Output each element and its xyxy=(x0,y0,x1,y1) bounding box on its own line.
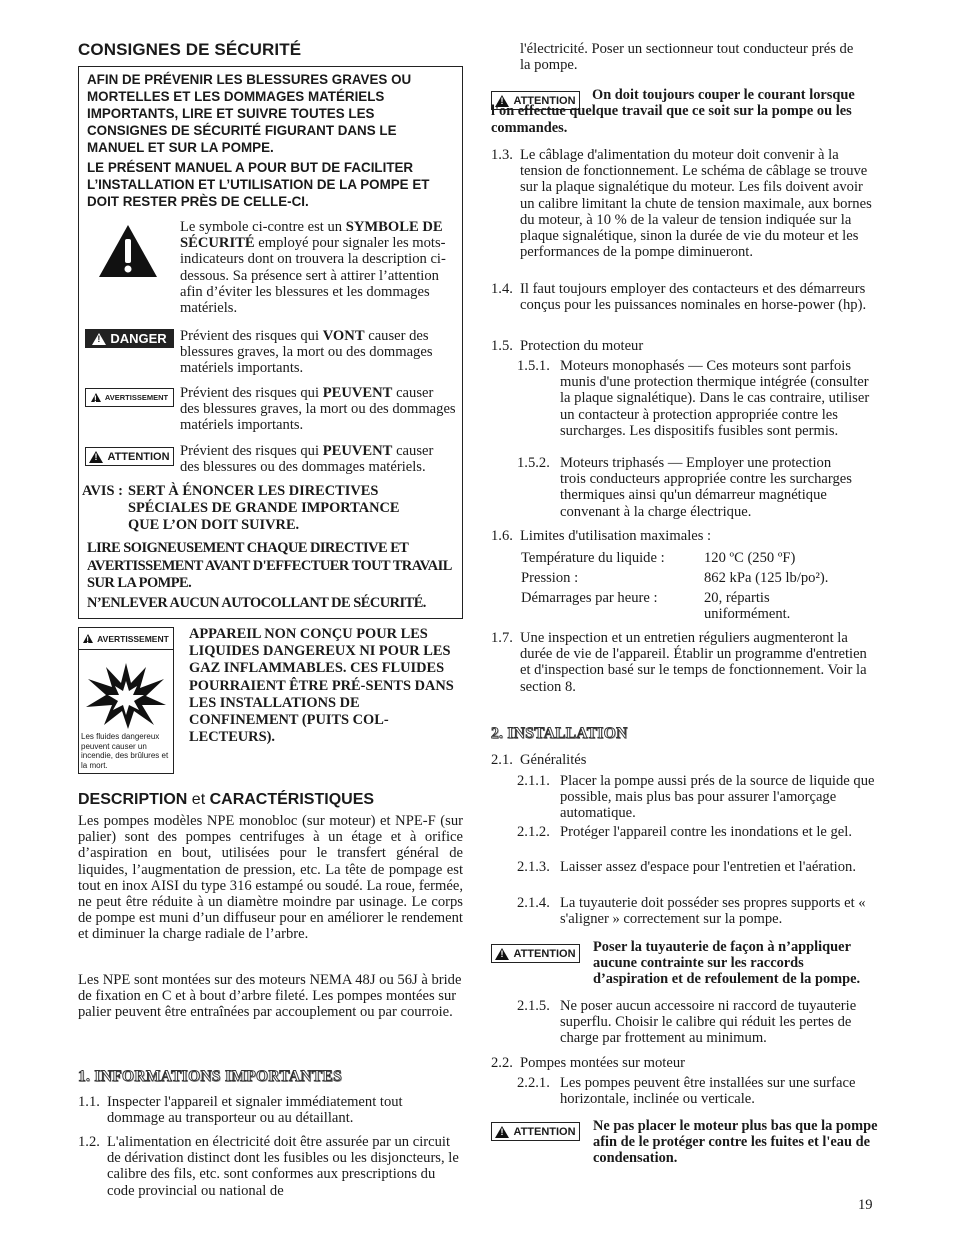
item-1-2-continuation: l'électricité. Poser un sectionneur tout conducteur prés de la pompe. xyxy=(520,41,854,74)
item-2-1-2-text: Protéger l'appareil contre les inondations et le gel. xyxy=(560,824,852,840)
safety-box xyxy=(78,66,463,619)
attention-piping-text: Poser la tuyauterie de façon à n’appliquer aucune contrainte sur les raccords d’aspiration et de refoulement de la pompe. xyxy=(593,939,861,988)
hazard-label xyxy=(78,627,174,774)
description-heading: DESCRIPTION et CARACTÉRISTIQUES xyxy=(78,791,375,808)
item-1-3-text: Le câblage d'alimentation du moteur doit convenir à la tension de fonctionnement. Le schéma de câblage se trouve sur la plaque signalétique du moteur. Les fils doivent avoir un calibre limitant la chute de tension maximale, aux bornes du moteur, à 10 % de la valeur de tension indiquée sur la plaque signalétique, sinon la durée de vie du moteur et les performances de la pompe diminueront. xyxy=(520,147,872,261)
item-1-7-text: Une inspection et un entretien réguliers augmenteront la durée de vie de l'appareil. Établir un programme d'entretien et d'inspection basé sur le temps de fonctionnement. Voir la section 8. xyxy=(520,630,867,695)
item-1-7-number: 1.7. xyxy=(491,630,513,646)
safety-symbol-description: Le symbole ci-contre est un SYMBOLE DE SÉCURITÉ employé pour signaler les mots-indicateurs dont on trouvera la description ci-dessous. Sa présence sert à attirer l’attention afin d’éviter les blessures et les dommages matériels. xyxy=(180,219,446,317)
item-2-2-text: Pompes montées sur moteur xyxy=(520,1055,685,1071)
item-2-1-2-number: 2.1.2. xyxy=(517,824,550,840)
attention-badge: ! ATTENTION xyxy=(491,91,580,110)
warning-triangle-icon xyxy=(91,393,101,402)
limit-pressure-value: 862 kPa (125 lb/po²). xyxy=(704,570,829,586)
page-number: 19 xyxy=(858,1197,873,1213)
attention-badge: ! ATTENTION xyxy=(491,1122,580,1141)
item-1-3-number: 1.3. xyxy=(491,147,513,163)
attention-badge: ! ATTENTION xyxy=(85,447,174,466)
item-2-1-5-text: Ne poser aucun accessoire ni raccord de tuyauterie superflu. Choisir le calibre qui réduit les pertes de charge par frottement au minimum. xyxy=(560,998,857,1047)
danger-description: Prévient des risques qui VONT causer des blessures graves, la mort ou des dommages matériels importants. xyxy=(180,328,433,377)
item-2-2-1-text: Les pompes peuvent être installées sur une surface horizontale, inclinée ou verticale. xyxy=(560,1075,856,1108)
item-2-1-3-number: 2.1.3. xyxy=(517,859,550,875)
item-1-4-text: Il faut toujours employer des contacteurs et des démarreurs conçus pour les puissances nominales en horse-power (hp). xyxy=(520,281,867,314)
item-2-1-number: 2.1. xyxy=(491,752,513,768)
item-1-6-text: Limites d'utilisation maximales : xyxy=(520,528,712,544)
avis-label: AVIS : xyxy=(82,483,123,499)
attention-power-off-text: On doit toujours couper le courant lorsque l'on effectue quelque travail que ce soit sur la pompe ou les commandes. xyxy=(491,87,855,136)
read-carefully-notice: LIRE SOIGNEUSEMENT CHAQUE DIRECTIVE ET AVERTISSEMENT AVANT D'EFFECTUER TOUT TRAVAIL SUR LA POMPE. xyxy=(87,540,452,591)
attention-badge: ! ATTENTION xyxy=(491,944,580,963)
item-1-5-1-number: 1.5.1. xyxy=(517,358,550,374)
item-2-1-1-number: 2.1.1. xyxy=(517,773,550,789)
item-1-2-text: L'alimentation en électricité doit être assurée par un circuit de dérivation distinct dont les fusibles ou les disjoncteurs, le calibre des fils, etc. sont conformes aux prescriptions du code provincial ou national de xyxy=(107,1134,459,1199)
limit-starts-label: Démarrages par heure : xyxy=(521,590,658,606)
item-1-5-2-number: 1.5.2. xyxy=(517,455,550,471)
danger-badge: ! DANGER xyxy=(85,329,174,348)
limit-pressure-label: Pression : xyxy=(521,570,579,586)
limit-temperature-value: 120 ºC (250 ºF) xyxy=(704,550,796,566)
hazard-warning-text: APPAREIL NON CONÇU POUR LES LIQUIDES DANGEREUX NI POUR LES GAZ INFLAMMABLES. CES FLUIDES POURRAIENT ÊTRE PRÉ-SENTS DANS LES INSTALLATIONS DE CONFINEMENT (PUITS COL-LECTEURS). xyxy=(189,626,454,746)
limit-temperature-label: Température du liquide : xyxy=(521,550,665,566)
safety-intro-2: LE PRÉSENT MANUEL A POUR BUT DE FACILITER L’INSTALLATION ET L’UTILISATION DE LA POMPE ET DOIT RESTER PRÈS DE CELLE-CI. xyxy=(87,160,430,209)
avis-text: SERT À ÉNONCER LES DIRECTIVES SPÉCIALES DE GRANDE IMPORTANCE QUE L’ON DOIT SUIVRE. xyxy=(128,483,400,533)
attention-motor-position-text: Ne pas placer le moteur plus bas que la pompe afin de le protéger contre les fuites et l'eau de condensation. xyxy=(593,1118,878,1167)
item-2-2-1-number: 2.2.1. xyxy=(517,1075,550,1091)
item-2-1-1-text: Placer la pompe aussi prés de la source de liquide que possible, mais plus bas pour assurer l'amorçage automatique. xyxy=(560,773,875,822)
limit-starts-value: 20, répartis uniformément. xyxy=(704,590,791,623)
item-2-1-text: Généralités xyxy=(520,752,587,768)
item-1-1-text: Inspecter l'appareil et signaler immédiatement tout dommage au transporteur ou au détaillant. xyxy=(107,1094,403,1127)
item-1-1-number: 1.1. xyxy=(78,1094,100,1110)
warning-triangle-icon xyxy=(89,451,103,463)
warning-triangle-icon xyxy=(83,634,93,643)
item-1-4-number: 1.4. xyxy=(491,281,513,297)
item-2-1-3-text: Laisser assez d'espace pour l'entretien et l'aération. xyxy=(560,859,856,875)
section-2-heading: 2. INSTALLATION xyxy=(491,725,628,742)
warning-triangle-icon xyxy=(495,948,509,960)
hazard-label-caption: Les fluides dangereux peuvent causer un incendie, des brûlures et la mort. xyxy=(81,732,169,770)
item-2-1-4-text: La tuyauterie doit posséder ses propres supports et « s'aligner » correctement sur la pompe. xyxy=(560,895,866,928)
item-2-1-4-number: 2.1.4. xyxy=(517,895,550,911)
description-paragraph-1: Les pompes modèles NPE monobloc (sur moteur) et NPE-F (sur palier) sont des pompes centrifuges à un étage et à orifice d’aspiration en bout, utilisées pour le transfert général de liquides, l’augmentation de pression, etc. La tête de pompage est tout en inox AISI du type 316 estampé ou soudé. La roue, fermée, ne peut être réduite à un diamètre moindre par usinage. Le corps de pompe est muni d’un diffuseur pour en améliorer le rendement et diminuer la charge radiale de l’arbre. xyxy=(78,813,463,943)
item-1-6-number: 1.6. xyxy=(491,528,513,544)
safety-symbol-icon xyxy=(97,223,159,279)
section-1-heading: 1. INFORMATIONS IMPORTANTES xyxy=(78,1068,343,1085)
attention-description: Prévient des risques qui PEUVENT causer des blessures ou des dommages matériels. xyxy=(180,443,434,476)
item-2-1-5-number: 2.1.5. xyxy=(517,998,550,1014)
safety-heading: CONSIGNES DE SÉCURITÉ xyxy=(78,40,302,59)
item-1-2-number: 1.2. xyxy=(78,1134,100,1150)
avertissement-badge: ! AVERTISSEMENT xyxy=(85,388,174,407)
item-1-5-2-text: Moteurs triphasés — Employer une protection trois conducteurs appropriée contre les surcharges thermiques ainsi qu'un démarreur magnétique convenant à la charge électrique. xyxy=(560,455,852,520)
item-1-5-1-text: Moteurs monophasés — Ces moteurs sont parfois munis d'une protection thermique intégrée (consulter la plaque signalétique). Dans le cas contraire, utiliser un contacteur à protection appropriée contre les surcharges. Les dispositifs fusibles sont permis. xyxy=(560,358,870,439)
warning-triangle-icon xyxy=(495,1126,509,1138)
hazard-label-header: ! AVERTISSEMENT xyxy=(79,628,173,650)
explosion-icon xyxy=(84,661,168,729)
avertissement-description: Prévient des risques qui PEUVENT causer des blessures graves, la mort ou des dommages matériels importants. xyxy=(180,385,456,434)
no-remove-sticker-notice: N’ENLEVER AUCUN AUTOCOLLANT DE SÉCURITÉ. xyxy=(87,595,426,611)
warning-triangle-icon xyxy=(92,333,106,345)
safety-intro-1: AFIN DE PRÉVENIR LES BLESSURES GRAVES OU MORTELLES ET LES DOMMAGES MATÉRIELS IMPORTANTS, LIRE ET SUIVRE TOUTES LES CONSIGNES DE SÉCURITÉ FIGURANT DANS LE MANUEL ET SUR LA POMPE. xyxy=(87,72,412,155)
item-1-5-number: 1.5. xyxy=(491,338,513,354)
item-2-2-number: 2.2. xyxy=(491,1055,513,1071)
description-paragraph-2: Les NPE sont montées sur des moteurs NEMA 48J ou 56J à bride de fixation en C et à bout d’arbre fileté. Les pompes montées sur palier peuvent être entraînées par accouplement ou par courroie. xyxy=(78,972,462,1021)
item-1-5-text: Protection du moteur xyxy=(520,338,644,354)
